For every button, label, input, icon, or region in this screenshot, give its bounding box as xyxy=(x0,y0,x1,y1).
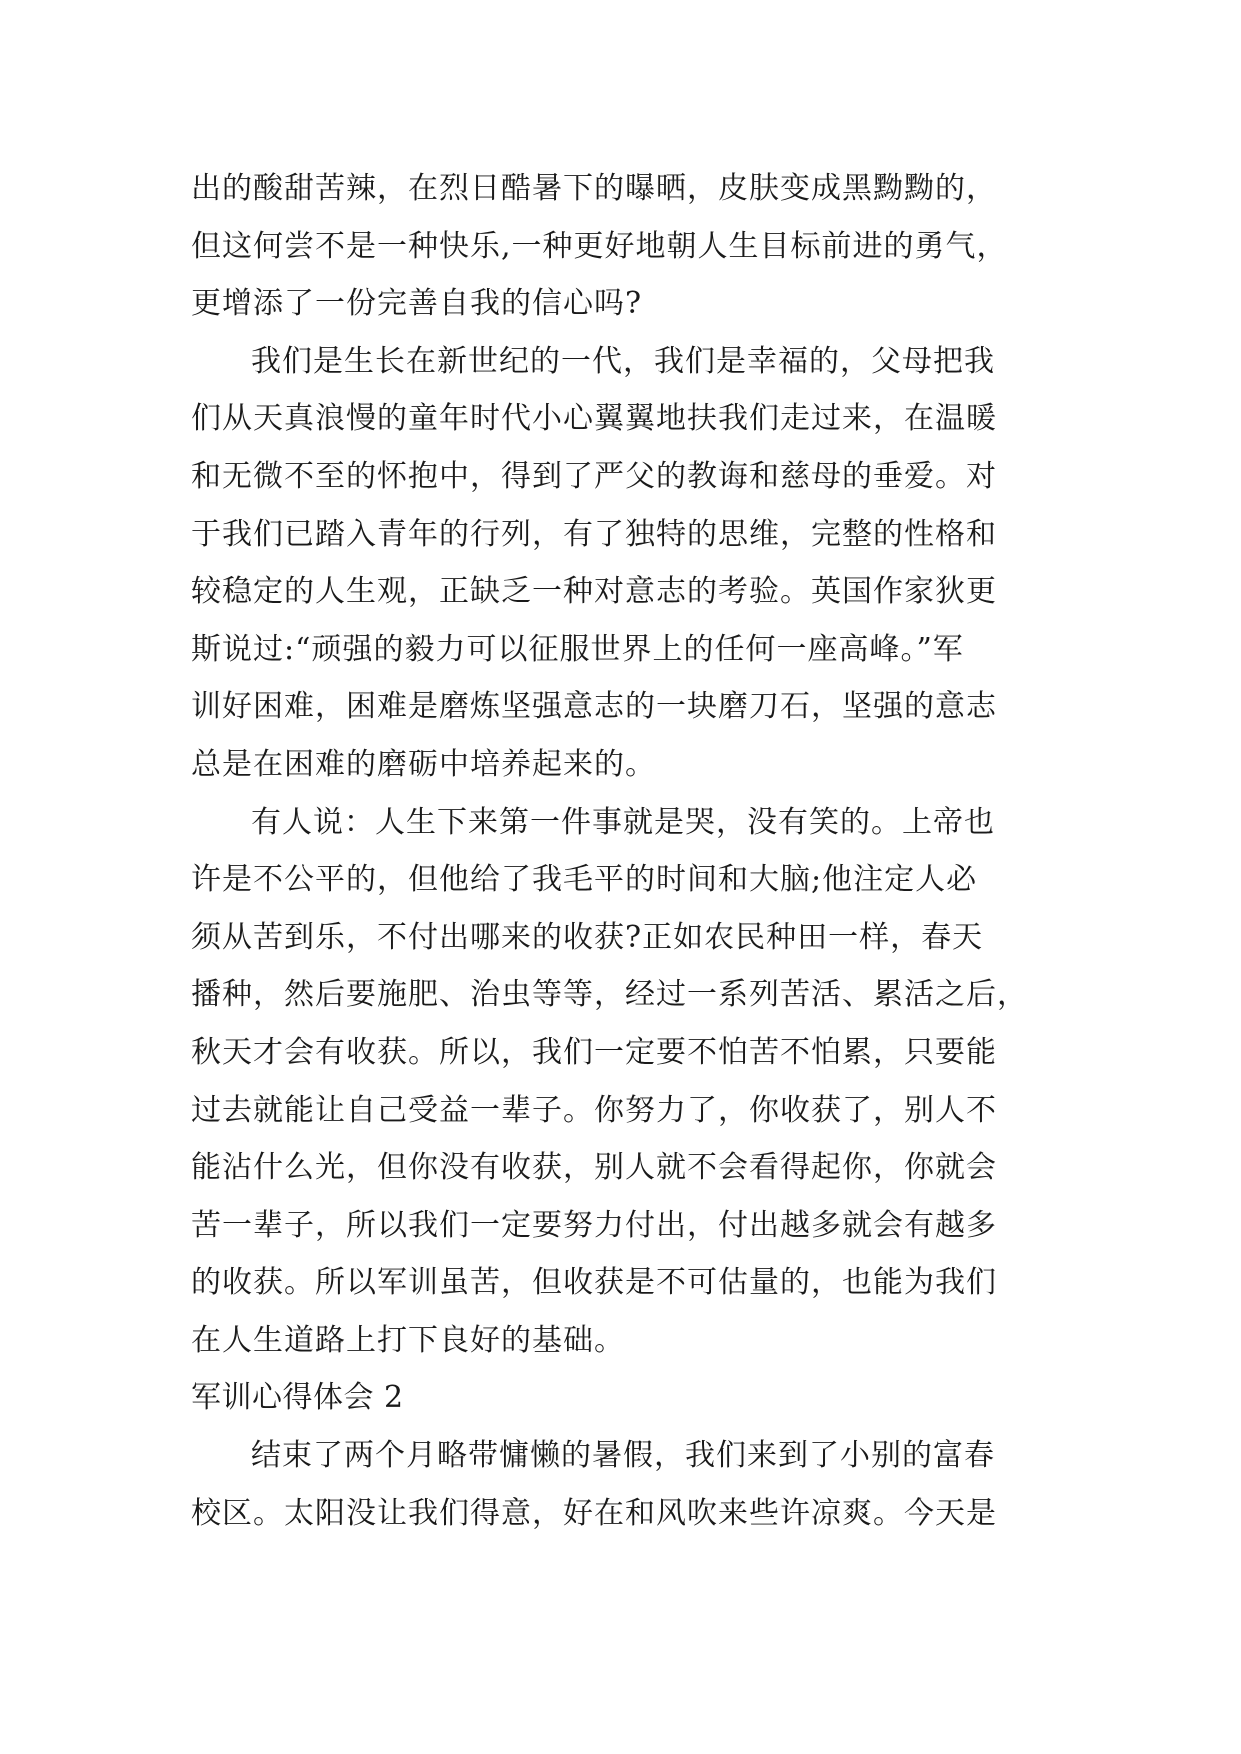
heading-text: 军训心得体会 2 xyxy=(191,1380,404,1416)
text-line: 须从苦到乐，不付出哪来的收获?正如农民种田一样，春天 xyxy=(191,919,984,955)
text-line: 播种，然后要施肥、治虫等等，经过一系列苦活、累活之后， xyxy=(191,977,1028,1013)
document-body xyxy=(191,160,1071,1542)
text-line: 结束了两个月略带慵懒的暑假，我们来到了小别的富春 xyxy=(251,1438,995,1474)
text-line: 的收获。所以军训虽苦，但收获是不可估量的，也能为我们 xyxy=(191,1265,997,1301)
paragraph xyxy=(191,160,1071,333)
paragraph xyxy=(191,794,1071,1370)
text-line: 出的酸甜苦辣，在烈日酷暑下的曝晒，皮肤变成黑黝黝的， xyxy=(191,171,997,206)
text-line: 过去就能让自己受益一辈子。你努力了，你收获了，别人不 xyxy=(191,1092,997,1128)
text-line: 校区。太阳没让我们得意，好在和风吹来些许凉爽。今天是 xyxy=(191,1495,997,1531)
text-line: 苦一辈子，所以我们一定要努力付出，付出越多就会有越多 xyxy=(191,1207,997,1243)
text-line: 能沾什么光，但你没有收获，别人就不会看得起你，你就会 xyxy=(191,1150,997,1186)
text-line: 秋天才会有收获。所以，我们一定要不怕苦不怕累，只要能 xyxy=(191,1034,997,1070)
text-line: 较稳定的人生观，正缺乏一种对意志的考验。英国作家狄更 xyxy=(191,574,997,610)
text-line: 有人说：人生下来第一件事就是哭，没有笑的。上帝也 xyxy=(251,804,995,840)
text-line: 总是在困难的磨砺中培养起来的。 xyxy=(191,746,656,782)
text-line: 斯说过:“顽强的毅力可以征服世界上的任何一座高峰。”军 xyxy=(191,631,964,667)
text-line: 于我们已踏入青年的行列，有了独特的思维，完整的性格和 xyxy=(191,516,997,552)
section-heading xyxy=(191,1369,1071,1427)
paragraph xyxy=(191,1427,1071,1542)
text-line: 训好困难，困难是磨炼坚强意志的一块磨刀石，坚强的意志 xyxy=(191,689,997,725)
text-line: 和无微不至的怀抱中，得到了严父的教诲和慈母的垂爱。对 xyxy=(191,458,997,494)
paragraph xyxy=(191,333,1071,794)
text-line: 更增添了一份完善自我的信心吗? xyxy=(191,286,643,322)
text-line: 许是不公平的，但他给了我毛平的时间和大脑;他注定人必 xyxy=(191,862,978,898)
text-line: 们从天真浪慢的童年时代小心翼翼地扶我们走过来，在温暖 xyxy=(191,401,997,437)
text-line: 在人生道路上打下良好的基础。 xyxy=(191,1322,625,1358)
text-line: 我们是生长在新世纪的一代，我们是幸福的，父母把我 xyxy=(251,343,995,379)
text-line: 但这何尝不是一种快乐,一种更好地朝人生目标前进的勇气， xyxy=(191,228,1008,264)
